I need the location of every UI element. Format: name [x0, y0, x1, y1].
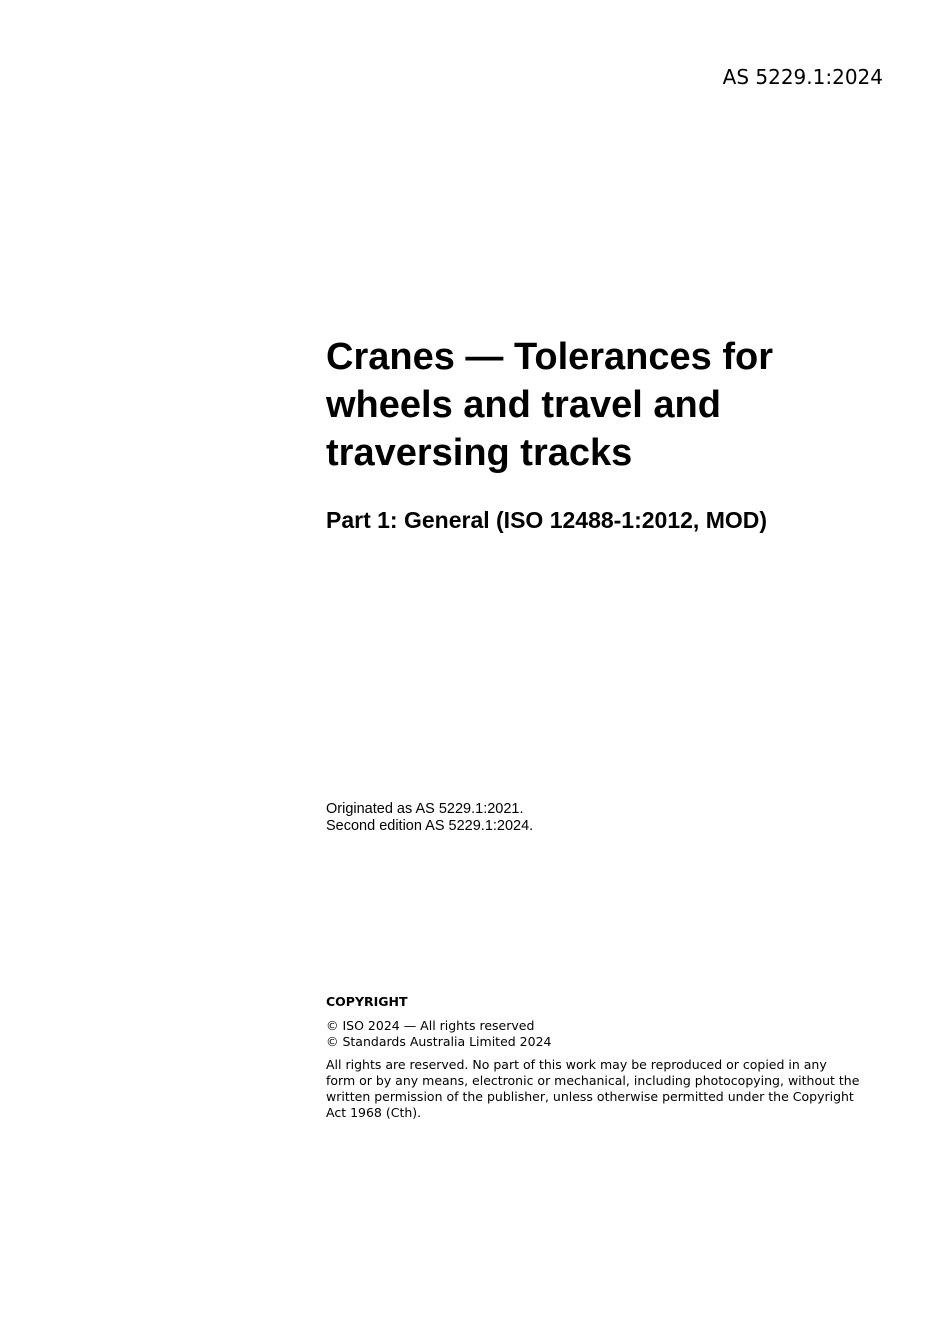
- copyright-section: [326, 994, 860, 1121]
- copyright-line: © Standards Australia Limited 2024: [326, 1034, 552, 1049]
- notice-line: form or by any means, electronic or mechanical, including photocopying, without the: [326, 1073, 860, 1088]
- copyright-holders: [326, 1018, 856, 1050]
- notice-line: Act 1968 (Cth).: [326, 1105, 422, 1120]
- second-edition-text: Second edition AS 5229.1:2024.: [326, 818, 534, 834]
- copyright-notice: [326, 1057, 860, 1121]
- title-line: wheels and travel and: [326, 384, 721, 426]
- originated-text: Originated as AS 5229.1:2021.: [326, 801, 524, 817]
- edition-info: [326, 801, 533, 835]
- title-line: traversing tracks: [326, 432, 633, 474]
- notice-line: All rights are reserved. No part of this work may be reproduced or copied in any: [326, 1057, 827, 1072]
- copyright-heading: COPYRIGHT: [326, 994, 408, 1009]
- notice-line: written permission of the publisher, unless otherwise permitted under the Copyright: [326, 1089, 854, 1104]
- title-block: [326, 333, 886, 533]
- document-number: AS 5229.1:2024: [722, 65, 883, 89]
- document-title: [326, 333, 886, 477]
- document-subtitle: Part 1: General (ISO 12488-1:2012, MOD): [326, 507, 768, 533]
- title-line: Cranes — Tolerances for: [326, 336, 774, 378]
- copyright-line: © ISO 2024 — All rights reserved: [326, 1018, 535, 1033]
